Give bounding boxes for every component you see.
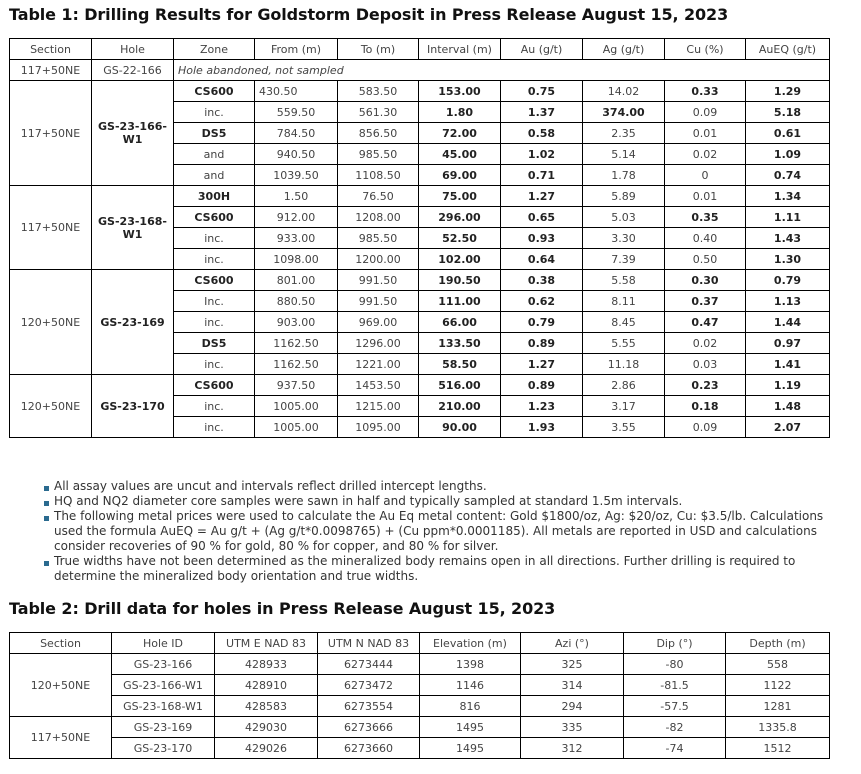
section-cell: 117+50NE — [10, 717, 112, 759]
dip-cell: -57.5 — [624, 696, 726, 717]
footnote-item — [42, 509, 842, 554]
interval-cell: 69.00 — [419, 165, 501, 186]
drilling-results-table — [9, 38, 830, 438]
zone-cell: inc. — [174, 228, 255, 249]
aueq-cell: 1.44 — [746, 312, 830, 333]
ag-cell: 5.58 — [583, 270, 665, 291]
table-row — [10, 738, 830, 759]
interval-cell: 133.50 — [419, 333, 501, 354]
cu-cell: 0.35 — [665, 207, 746, 228]
section-cell: 120+50NE — [10, 375, 92, 438]
section-cell: 120+50NE — [10, 654, 112, 717]
col-header-interval: Interval (m) — [419, 39, 501, 60]
from-cell: 903.00 — [255, 312, 338, 333]
col-header-azi: Azi (°) — [521, 633, 624, 654]
au-cell: 0.65 — [501, 207, 583, 228]
ag-cell: 1.78 — [583, 165, 665, 186]
to-cell: 1296.00 — [338, 333, 419, 354]
col-header-depth: Depth (m) — [726, 633, 830, 654]
col-header-dip: Dip (°) — [624, 633, 726, 654]
to-cell: 1108.50 — [338, 165, 419, 186]
square-bullet-icon — [44, 516, 49, 521]
au-cell: 1.02 — [501, 144, 583, 165]
cu-cell: 0.50 — [665, 249, 746, 270]
azi-cell: 312 — [521, 738, 624, 759]
interval-cell: 1.80 — [419, 102, 501, 123]
from-cell: 937.50 — [255, 375, 338, 396]
to-cell: 985.50 — [338, 228, 419, 249]
col-header-aueq: AuEQ (g/t) — [746, 39, 830, 60]
au-cell: 0.89 — [501, 333, 583, 354]
section-cell: 120+50NE — [10, 270, 92, 375]
zone-cell: 300H — [174, 186, 255, 207]
cu-cell: 0.03 — [665, 354, 746, 375]
to-cell: 1453.50 — [338, 375, 419, 396]
footnote-item — [42, 494, 842, 509]
zone-cell: and — [174, 144, 255, 165]
zone-cell: CS600 — [174, 375, 255, 396]
table-row — [10, 717, 830, 738]
table-row — [10, 60, 830, 81]
col-header-to: To (m) — [338, 39, 419, 60]
au-cell: 0.89 — [501, 375, 583, 396]
au-cell: 0.71 — [501, 165, 583, 186]
elevation-cell: 1398 — [420, 654, 521, 675]
table-row — [10, 675, 830, 696]
interval-cell: 72.00 — [419, 123, 501, 144]
dip-cell: -74 — [624, 738, 726, 759]
to-cell: 561.30 — [338, 102, 419, 123]
section-cell: 117+50NE — [10, 60, 92, 81]
au-cell: 0.64 — [501, 249, 583, 270]
col-header-hole: Hole — [92, 39, 174, 60]
ag-cell: 3.30 — [583, 228, 665, 249]
hole-label: GS-23-168-W1 — [98, 214, 167, 241]
aueq-cell: 5.18 — [746, 102, 830, 123]
col-header-utm-n: UTM N NAD 83 — [318, 633, 420, 654]
interval-cell: 52.50 — [419, 228, 501, 249]
zone-cell: inc. — [174, 354, 255, 375]
from-cell: 1098.00 — [255, 249, 338, 270]
hole-label: GS-23-166-W1 — [98, 120, 167, 146]
zone-cell: inc. — [174, 312, 255, 333]
zone-cell: inc. — [174, 396, 255, 417]
interval-cell: 102.00 — [419, 249, 501, 270]
ag-cell: 8.11 — [583, 291, 665, 312]
ag-cell: 5.03 — [583, 207, 665, 228]
ag-cell: 14.02 — [583, 81, 665, 102]
aueq-cell: 1.41 — [746, 354, 830, 375]
aueq-cell: 1.29 — [746, 81, 830, 102]
footnote-item — [42, 479, 842, 494]
dip-cell: -80 — [624, 654, 726, 675]
hole-cell: GS-23-170 — [92, 375, 174, 438]
utm-e-cell: 428933 — [215, 654, 318, 675]
au-cell: 1.27 — [501, 354, 583, 375]
aueq-cell: 1.48 — [746, 396, 830, 417]
table-row — [10, 654, 830, 675]
zone-cell: inc. — [174, 249, 255, 270]
au-cell: 0.75 — [501, 81, 583, 102]
elevation-cell: 816 — [420, 696, 521, 717]
section-cell: 117+50NE — [10, 186, 92, 270]
aueq-cell: 1.09 — [746, 144, 830, 165]
zone-cell: CS600 — [174, 270, 255, 291]
aueq-cell: 1.13 — [746, 291, 830, 312]
from-cell: 430.50 — [255, 81, 338, 102]
dip-cell: -82 — [624, 717, 726, 738]
interval-cell: 190.50 — [419, 270, 501, 291]
col-header-section: Section — [10, 633, 112, 654]
hole-cell — [92, 186, 174, 270]
to-cell: 1095.00 — [338, 417, 419, 438]
ag-cell: 5.55 — [583, 333, 665, 354]
from-cell: 1.50 — [255, 186, 338, 207]
aueq-cell: 1.34 — [746, 186, 830, 207]
ag-cell: 11.18 — [583, 354, 665, 375]
interval-cell: 45.00 — [419, 144, 501, 165]
elevation-cell: 1146 — [420, 675, 521, 696]
from-cell: 940.50 — [255, 144, 338, 165]
ag-cell: 5.89 — [583, 186, 665, 207]
au-cell: 1.27 — [501, 186, 583, 207]
cu-cell: 0.09 — [665, 102, 746, 123]
table-row — [10, 186, 830, 207]
aueq-cell: 2.07 — [746, 417, 830, 438]
to-cell: 985.50 — [338, 144, 419, 165]
depth-cell: 1512 — [726, 738, 830, 759]
table2-title: Table 2: Drill data for holes in Press Release August 15, 2023 — [9, 599, 556, 618]
au-cell: 0.62 — [501, 291, 583, 312]
ag-cell: 2.35 — [583, 123, 665, 144]
interval-cell: 210.00 — [419, 396, 501, 417]
cu-cell: 0.02 — [665, 144, 746, 165]
utm-e-cell: 429026 — [215, 738, 318, 759]
from-cell: 880.50 — [255, 291, 338, 312]
from-cell: 1005.00 — [255, 396, 338, 417]
footnote-text: HQ and NQ2 diameter core samples were sawn in half and typically sampled at standard 1.5m intervals. — [54, 494, 683, 508]
hole-cell: GS-22-166 — [92, 60, 174, 81]
hole-cell: GS-23-169 — [92, 270, 174, 375]
aueq-cell: 1.30 — [746, 249, 830, 270]
interval-cell: 153.00 — [419, 81, 501, 102]
elevation-cell: 1495 — [420, 717, 521, 738]
aueq-cell: 1.43 — [746, 228, 830, 249]
utm-e-cell: 429030 — [215, 717, 318, 738]
from-cell: 1162.50 — [255, 333, 338, 354]
azi-cell: 314 — [521, 675, 624, 696]
utm-e-cell: 428910 — [215, 675, 318, 696]
footnotes-list — [42, 479, 842, 584]
ag-cell: 374.00 — [583, 102, 665, 123]
zone-cell: DS5 — [174, 123, 255, 144]
col-header-cu: Cu (%) — [665, 39, 746, 60]
au-cell: 0.93 — [501, 228, 583, 249]
hole-cell — [92, 81, 174, 186]
ag-cell: 2.86 — [583, 375, 665, 396]
cu-cell: 0 — [665, 165, 746, 186]
to-cell: 969.00 — [338, 312, 419, 333]
col-header-from: From (m) — [255, 39, 338, 60]
hole-id-cell: GS-23-168-W1 — [112, 696, 215, 717]
to-cell: 1221.00 — [338, 354, 419, 375]
table-row — [10, 696, 830, 717]
cu-cell: 0.09 — [665, 417, 746, 438]
cu-cell: 0.47 — [665, 312, 746, 333]
cu-cell: 0.33 — [665, 81, 746, 102]
abandoned-note: Hole abandoned, not sampled — [174, 60, 830, 81]
cu-cell: 0.01 — [665, 186, 746, 207]
from-cell: 1039.50 — [255, 165, 338, 186]
cu-cell: 0.40 — [665, 228, 746, 249]
cu-cell: 0.37 — [665, 291, 746, 312]
azi-cell: 325 — [521, 654, 624, 675]
footnote-item — [42, 554, 842, 584]
to-cell: 1208.00 — [338, 207, 419, 228]
interval-cell: 516.00 — [419, 375, 501, 396]
from-cell: 1162.50 — [255, 354, 338, 375]
au-cell: 1.37 — [501, 102, 583, 123]
zone-cell: CS600 — [174, 81, 255, 102]
azi-cell: 335 — [521, 717, 624, 738]
au-cell: 0.79 — [501, 312, 583, 333]
interval-cell: 66.00 — [419, 312, 501, 333]
to-cell: 1200.00 — [338, 249, 419, 270]
square-bullet-icon — [44, 501, 49, 506]
dip-cell: -81.5 — [624, 675, 726, 696]
drill-data-table — [9, 632, 830, 759]
to-cell: 991.50 — [338, 291, 419, 312]
table2-header-row — [10, 633, 830, 654]
interval-cell: 296.00 — [419, 207, 501, 228]
ag-cell: 7.39 — [583, 249, 665, 270]
table-row — [10, 375, 830, 396]
aueq-cell: 1.11 — [746, 207, 830, 228]
interval-cell: 75.00 — [419, 186, 501, 207]
utm-n-cell: 6273472 — [318, 675, 420, 696]
aueq-cell: 0.61 — [746, 123, 830, 144]
aueq-cell: 0.74 — [746, 165, 830, 186]
to-cell: 856.50 — [338, 123, 419, 144]
table-row — [10, 270, 830, 291]
hole-id-cell: GS-23-166-W1 — [112, 675, 215, 696]
hole-id-cell: GS-23-166 — [112, 654, 215, 675]
col-header-au: Au (g/t) — [501, 39, 583, 60]
col-header-utm-e: UTM E NAD 83 — [215, 633, 318, 654]
interval-cell: 90.00 — [419, 417, 501, 438]
elevation-cell: 1495 — [420, 738, 521, 759]
depth-cell: 558 — [726, 654, 830, 675]
from-cell: 801.00 — [255, 270, 338, 291]
cu-cell: 0.23 — [665, 375, 746, 396]
utm-e-cell: 428583 — [215, 696, 318, 717]
col-header-section: Section — [10, 39, 92, 60]
utm-n-cell: 6273666 — [318, 717, 420, 738]
utm-n-cell: 6273554 — [318, 696, 420, 717]
to-cell: 991.50 — [338, 270, 419, 291]
cu-cell: 0.01 — [665, 123, 746, 144]
footnote-text: True widths have not been determined as the mineralized body remains open in all directions. Further drilling is required to determine the mineralized body orientation and true widths. — [54, 554, 796, 583]
from-cell: 933.00 — [255, 228, 338, 249]
au-cell: 1.23 — [501, 396, 583, 417]
zone-cell: Inc. — [174, 291, 255, 312]
table1-header-row — [10, 39, 830, 60]
to-cell: 1215.00 — [338, 396, 419, 417]
to-cell: 583.50 — [338, 81, 419, 102]
utm-n-cell: 6273660 — [318, 738, 420, 759]
square-bullet-icon — [44, 486, 49, 491]
interval-cell: 111.00 — [419, 291, 501, 312]
cu-cell: 0.30 — [665, 270, 746, 291]
au-cell: 0.38 — [501, 270, 583, 291]
table1-title: Table 1: Drilling Results for Goldstorm Deposit in Press Release August 15, 2023 — [9, 5, 729, 24]
au-cell: 1.93 — [501, 417, 583, 438]
cu-cell: 0.18 — [665, 396, 746, 417]
cu-cell: 0.02 — [665, 333, 746, 354]
col-header-elevation: Elevation (m) — [420, 633, 521, 654]
aueq-cell: 0.79 — [746, 270, 830, 291]
hole-id-cell: GS-23-169 — [112, 717, 215, 738]
aueq-cell: 1.19 — [746, 375, 830, 396]
utm-n-cell: 6273444 — [318, 654, 420, 675]
from-cell: 784.50 — [255, 123, 338, 144]
zone-cell: inc. — [174, 417, 255, 438]
from-cell: 1005.00 — [255, 417, 338, 438]
square-bullet-icon — [44, 561, 49, 566]
to-cell: 76.50 — [338, 186, 419, 207]
from-cell: 912.00 — [255, 207, 338, 228]
zone-cell: inc. — [174, 102, 255, 123]
aueq-cell: 0.97 — [746, 333, 830, 354]
ag-cell: 8.45 — [583, 312, 665, 333]
depth-cell: 1122 — [726, 675, 830, 696]
hole-id-cell: GS-23-170 — [112, 738, 215, 759]
footnote-text: The following metal prices were used to calculate the Au Eq metal content: Gold $1800/oz, Ag: $20/oz, Cu: $3.5/lb. Calculations used the formula AuEQ = Au g/t + (Ag g/t*0.0098765) + (Cu ppm*0.0001185). All metals are reported in USD and calculations consider recoveries of 90 % for gold, 80 % for copper, and 80 % for silver. — [54, 509, 824, 553]
section-cell: 117+50NE — [10, 81, 92, 186]
ag-cell: 3.55 — [583, 417, 665, 438]
zone-cell: DS5 — [174, 333, 255, 354]
depth-cell: 1335.8 — [726, 717, 830, 738]
from-cell: 559.50 — [255, 102, 338, 123]
zone-cell: CS600 — [174, 207, 255, 228]
ag-cell: 3.17 — [583, 396, 665, 417]
table-row — [10, 81, 830, 102]
col-header-ag: Ag (g/t) — [583, 39, 665, 60]
depth-cell: 1281 — [726, 696, 830, 717]
zone-cell: and — [174, 165, 255, 186]
azi-cell: 294 — [521, 696, 624, 717]
au-cell: 0.58 — [501, 123, 583, 144]
interval-cell: 58.50 — [419, 354, 501, 375]
footnote-text: All assay values are uncut and intervals reflect drilled intercept lengths. — [54, 479, 487, 493]
col-header-hole-id: Hole ID — [112, 633, 215, 654]
ag-cell: 5.14 — [583, 144, 665, 165]
col-header-zone: Zone — [174, 39, 255, 60]
